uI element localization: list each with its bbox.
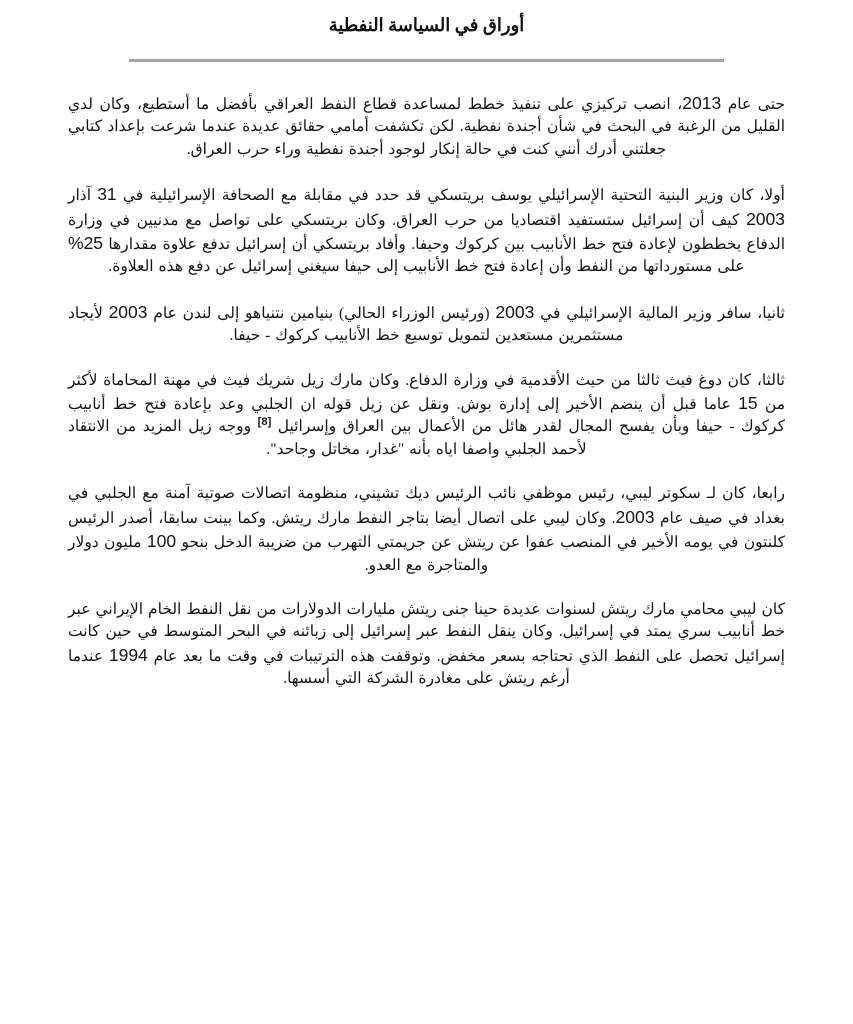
latin-number: 2003 <box>746 208 785 229</box>
paragraph: أولا، كان وزير البنية التحتية الإسرائيلي يوسف بريتسكي قد حدد في مقابلة مع الصحافة الإسرائيلية في 31 آذار 2003 كيف أن إسرائيل ستستفيد اقتصاديا من حرب العراق. وكان بريتسكي على تواصل مع مدنيين في وزارة الدفاع يخططون لإعادة فتح خط الأنابيب بين كركوك وحيفا. وأفاد بريتسكي أن إسرائيل تدفع علاوة مقدارها 25% على مستورداتها من النفط وأن إعادة فتح خط الأنابيب إلى حيفا سيغني إسرائيل عن دفع هذه العلاوة. <box>68 184 785 276</box>
latin-number: 2003 <box>108 301 148 322</box>
paragraph: كان ليبي محامي مارك ريتش لسنوات عديدة حينا جنى ريتش مليارات الدولارات من نقل النفط الخام الإيراني عبر خط أنابيب سري يمتد في إسرائيل. وكان ينقل النفط عبر إسرائيل إلى زبائنه في البحر المتوسط في حين كانت إسرائيل تحصل على النفط الذي تحتاجه بسعر مخفض. وتوقفت هذه الترتيبات في وقت ما بعد عام 1994 عندما أرغم ريتش على مغادرة الشركة التي أسسها. <box>68 600 785 688</box>
footnote-ref: [8] <box>257 416 272 429</box>
latin-number: 31 <box>97 184 117 205</box>
latin-number: 15 <box>738 393 758 414</box>
paragraph: حتى عام 2013، انصب تركيزي على تنفيذ خطط لمساعدة قطاع النفط العراقي بأفضل ما أستطيع، وكان لدي القليل من الرغبة في البحث في شأن أجندة نفطية. لكن تكشفت أمامي حقائق عديدة عندما شرعت بإعداد كتابي جعلتني أدرك أنني كنت في حالة إنكار لوجود أجندة نفطية وراء حرب العراق. <box>68 93 785 158</box>
latin-number: 2003 <box>615 506 655 527</box>
paragraph: رابعا، كان لـ سكوتر ليبي، رئيس موظفي نائب الرئيس ديك تشيني، منظومة اتصالات صوتية آمنة مع الجلبي في بغداد في صيف عام 2003. وكان ليبي على اتصال أيضا بتاجر النفط مارك ريتش. وكما بينت سابقا، أصدر الرئيس كلنتون في يومه الأخير في المنصب عفوا عن ريتش عن جريمتي التهرب من ضريبة الدخل بنحو 100 مليون دولار والمتاجرة مع العدو. <box>68 485 785 574</box>
latin-number: 2013 <box>682 93 722 113</box>
latin-number: 25% <box>68 233 104 254</box>
document-body <box>68 92 785 691</box>
paragraph: ثالثا، كان دوغ فيث ثالثا من حيث الأقدمية في وزارة الدفاع. وكان مارك زيل شريك فيث في مهنة المحاماة لأكثر من 15 عاما قبل أن ينضم الأخير إلى إدارة بوش. ونقل عن زيل قوله ان الجلبي وعد بإعادة فتح خط أنابيب كركوك - حيفا وبأن يفسح المجال لقدر هائل من الأعمال بين العراق وإسرائيل [8] ووجه زيل المزيد من الانتقاد لأحمد الجلبي واصفا اياه بأنه "غدار، مخاتل وجاحد". <box>68 371 785 458</box>
title-divider <box>129 59 724 62</box>
latin-number: 2003 <box>495 301 535 322</box>
page-title: أوراق في السياسة النفطية <box>328 15 525 35</box>
paragraph: ثانيا، سافر وزير المالية الإسرائيلي في 2003 (ورئيس الوزراء الحالي) بنيامين نتنياهو إلى لندن عام 2003 لأيجاد مستثمرين مستعدين لتمويل توسيع خط الأنابيب كركوك - حيفا. <box>68 301 785 345</box>
latin-number: 1994 <box>108 644 148 665</box>
latin-number: 100 <box>146 531 177 552</box>
